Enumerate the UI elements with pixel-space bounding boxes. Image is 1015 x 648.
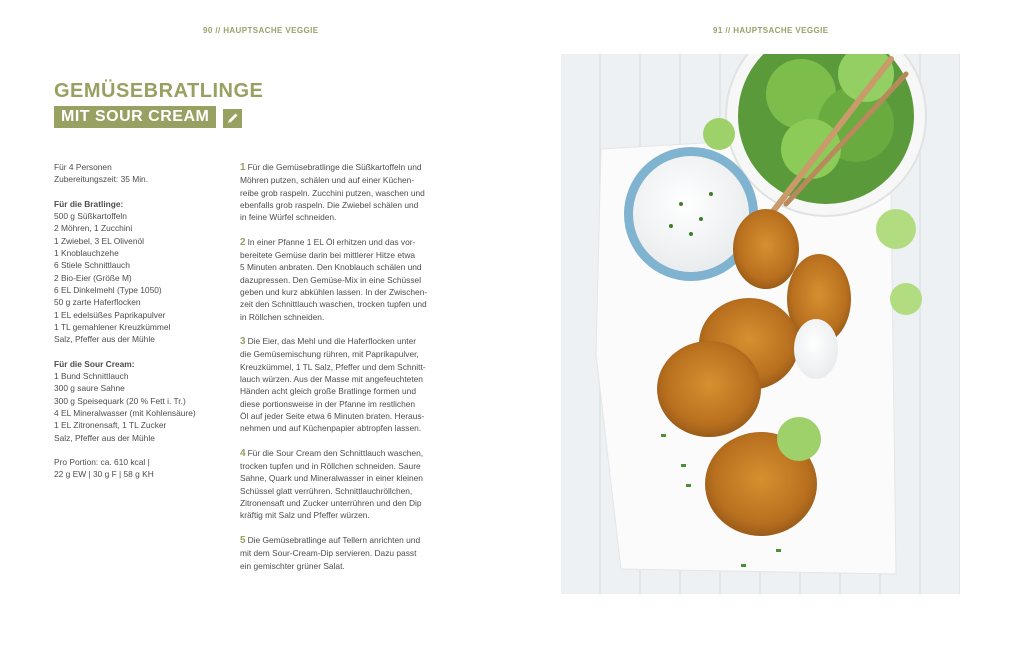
servings: Für 4 Personen <box>54 162 112 172</box>
ingredient-item: 2 Bio-Eier (Größe M) <box>54 272 132 283</box>
ingredient-item: 50 g zarte Haferflocken <box>54 297 141 308</box>
ingredient-item: 1 Knoblauchzehe <box>54 248 119 259</box>
step-number: 2 <box>240 236 246 248</box>
step-text: reibe grob raspeln. Zucchini putzen, waschen und <box>240 187 425 198</box>
step-text: ein gemischter grüner Salat. <box>240 560 345 571</box>
step-text: In einer Pfanne 1 EL Öl erhitzen und das vor- <box>247 236 416 247</box>
prep-time: Zubereitungszeit: 35 Min. <box>54 174 149 185</box>
pencil-icon <box>223 109 242 128</box>
step-text: Öl auf jeder Seite etwa 6 Minuten braten. Heraus- <box>240 410 425 421</box>
ingredient-item: 1 Bund Schnittlauch <box>54 371 129 382</box>
ingredient-item: 6 Stiele Schnittlauch <box>54 260 130 271</box>
page-header-right: 91 // HAUPTSACHE VEGGIE <box>713 26 829 35</box>
step-text: geben und kurz abkühlen lassen. In der Zwischen- <box>240 286 428 297</box>
step-text: lauch würzen. Aus der Masse mit angefeuchteten <box>240 374 423 385</box>
step-4 <box>240 447 454 522</box>
step-text: Schüssel glatt verrühren. Schnittlauchröllchen, <box>240 485 413 496</box>
step-text: in feine Würfel schneiden. <box>240 212 337 223</box>
step-2 <box>240 236 454 323</box>
recipe-title-line1: GEMÜSEBRATLINGE <box>54 80 264 102</box>
step-text: Zitronensaft und Zucker unterrühren und den Dip <box>240 498 422 509</box>
ingredient-item: 1 EL edelsüßes Paprikapulver <box>54 309 166 320</box>
ingredient-item: 300 g saure Sahne <box>54 383 125 394</box>
ingredient-item: 300 g Speisequark (20 % Fett i. Tr.) <box>54 395 186 406</box>
nutrition-line1: Pro Portion: ca. 610 kcal | <box>54 457 150 468</box>
step-text: Händen acht gleich große Bratlinge formen und <box>240 386 416 397</box>
step-1 <box>240 161 454 223</box>
step-text: in Röllchen schneiden. <box>240 311 325 322</box>
bratlinge-heading: Für die Bratlinge: <box>54 198 124 209</box>
step-text: trocken tupfen und in Röllchen schneiden. Saure <box>240 461 421 472</box>
step-number: 1 <box>240 162 246 173</box>
step-text: mit dem Sour-Cream-Dip servieren. Dazu passt <box>240 548 417 559</box>
step-text: Die Gemüsebratlinge auf Tellern anrichten und <box>247 534 421 545</box>
step-text: 5 Minuten anbraten. Den Knoblauch schälen und <box>240 262 422 273</box>
instructions-column <box>240 161 454 584</box>
step-text: kräftig mit Salz und Pfeffer würzen. <box>240 510 370 521</box>
step-5 <box>240 534 454 572</box>
step-text: Kreuzkümmel, 1 TL Salz, Pfeffer und dem Schnitt- <box>240 361 426 372</box>
step-text: Möhren putzen, schälen und auf einer Küchen- <box>240 175 415 186</box>
step-number: 3 <box>240 336 246 348</box>
step-3 <box>240 335 454 434</box>
nutrition-line2: 22 g EW | 30 g F | 58 g KH <box>54 469 154 480</box>
recipe-photo <box>561 54 960 594</box>
step-text: Für die Gemüsebratlinge die Süßkartoffeln und <box>247 162 422 172</box>
sourcream-list <box>54 370 224 444</box>
step-text: Sahne, Quark und Mineralwasser in einer kleinen <box>240 473 423 484</box>
step-number: 5 <box>240 534 246 546</box>
step-text: dazupressen. Den Gemüse-Mix in eine Schüssel <box>240 274 422 285</box>
step-text: Die Eier, das Mehl und die Haferflocken unter <box>247 336 417 347</box>
step-text: bereitete Gemüse darin bei mittlerer Hitze etwa <box>240 250 416 261</box>
ingredients-column <box>54 161 224 481</box>
ingredient-item: 6 EL Dinkelmehl (Type 1050) <box>54 284 162 295</box>
step-text: ebenfalls grob raspeln. Die Zwiebel schälen und <box>240 199 419 210</box>
page-header-left: 90 // HAUPTSACHE VEGGIE <box>203 26 319 35</box>
ingredient-item: 2 Möhren, 1 Zucchini <box>54 223 133 234</box>
sourcream-heading: Für die Sour Cream: <box>54 358 135 369</box>
step-text: Für die Sour Cream den Schnittlauch waschen, <box>247 447 424 458</box>
step-text: nehmen und auf Küchenpapier abtropfen lassen. <box>240 423 422 434</box>
ingredient-item: 500 g Süßkartoffeln <box>54 211 127 222</box>
ingredient-item: 1 TL gemahlener Kreuzkümmel <box>54 321 171 332</box>
step-text: die Gemüsemischung rühren, mit Paprikapulver, <box>240 349 419 360</box>
recipe-title-line2: MIT SOUR CREAM <box>54 106 216 128</box>
ingredient-item: Salz, Pfeffer aus der Mühle <box>54 334 155 345</box>
ingredient-item: 1 EL Zitronensaft, 1 TL Zucker <box>54 420 167 431</box>
bratlinge-list <box>54 210 224 345</box>
step-text: diese portionsweise in der Pfanne im restlichen <box>240 398 416 409</box>
ingredient-item: Salz, Pfeffer aus der Mühle <box>54 432 155 443</box>
ingredient-item: 4 EL Mineralwasser (mit Kohlensäure) <box>54 407 196 418</box>
step-number: 4 <box>240 447 246 459</box>
ingredient-item: 1 Zwiebel, 3 EL Olivenöl <box>54 235 144 246</box>
step-text: zeit den Schnittlauch waschen, trocken tupfen und <box>240 299 427 310</box>
